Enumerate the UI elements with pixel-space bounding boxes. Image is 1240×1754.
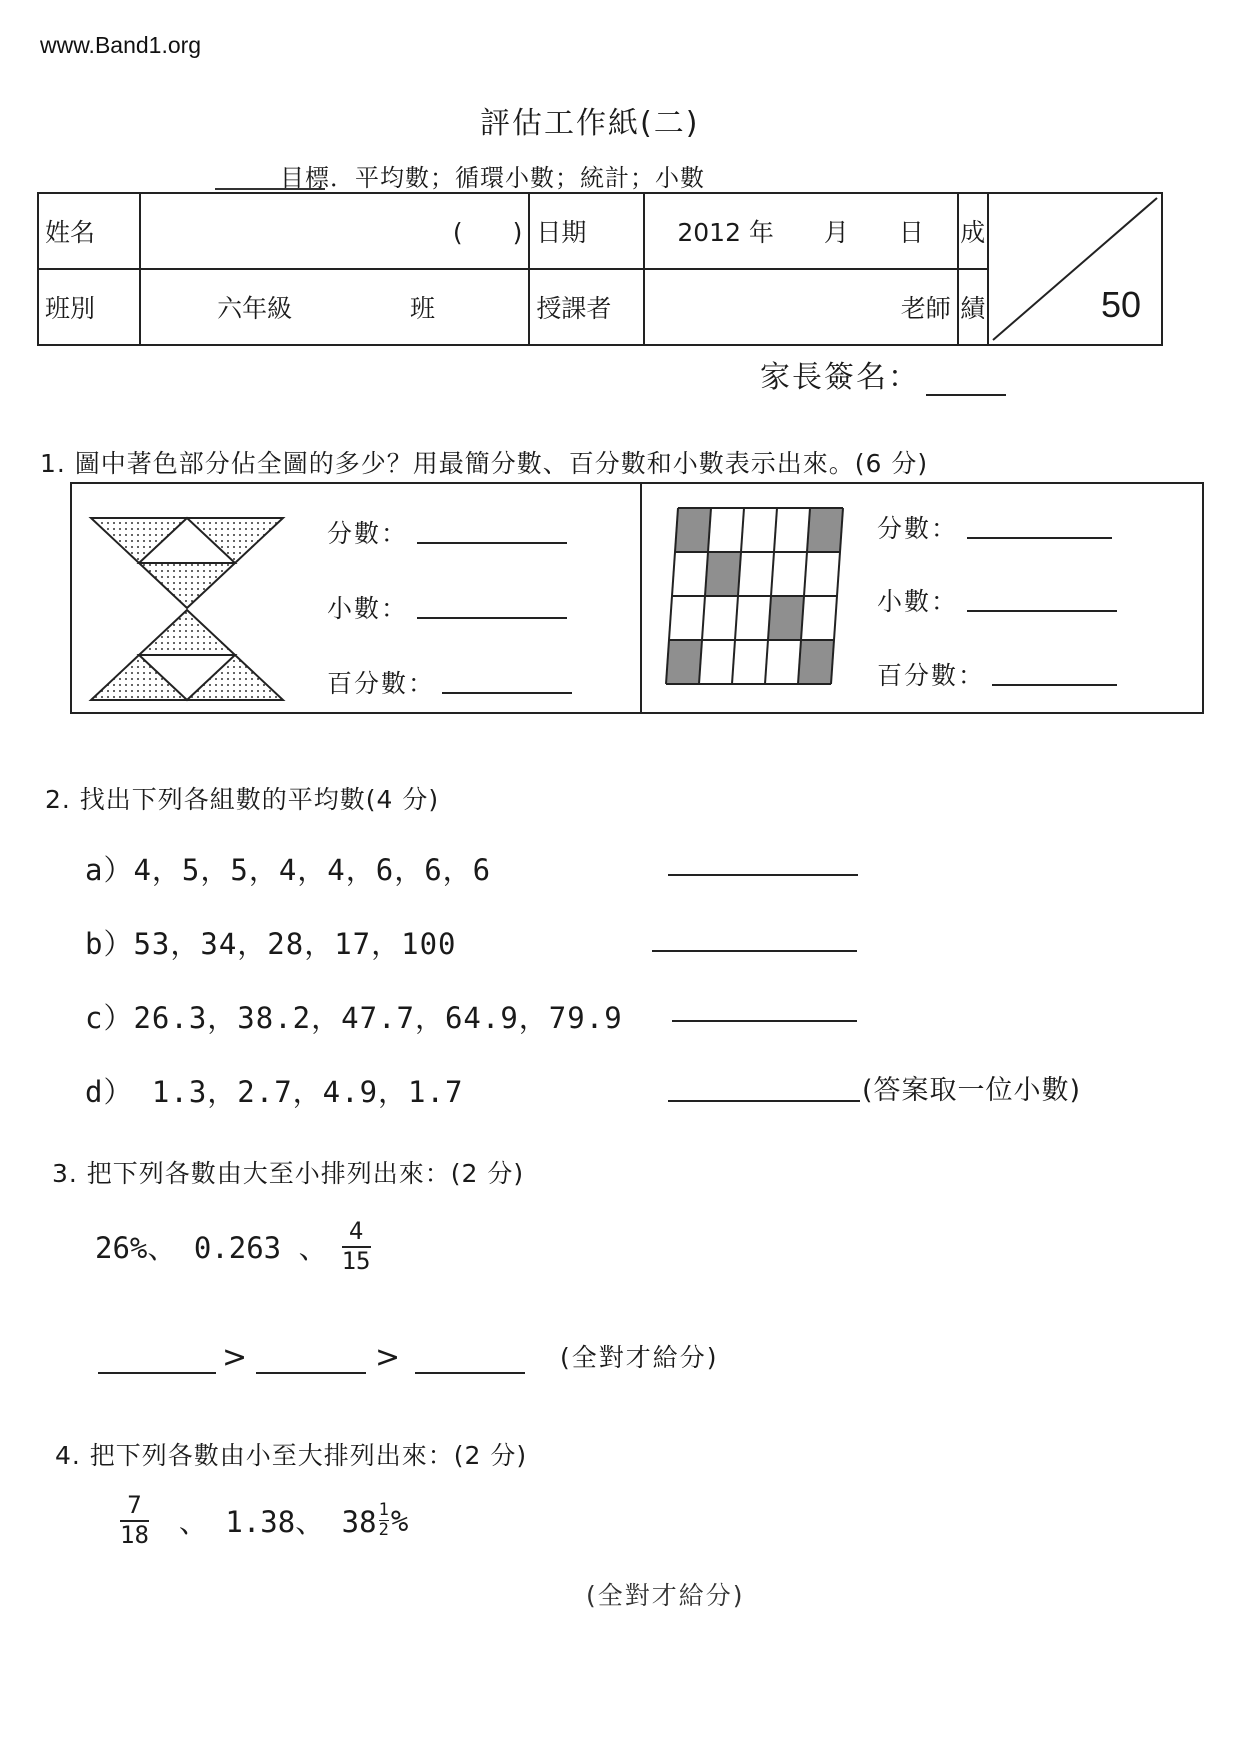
q2-answer-a[interactable] [668,874,858,876]
figure-b-decimal-answer[interactable] [967,610,1117,612]
date-value: 2012 年 月 日 [644,193,958,269]
figure-a-fraction-answer[interactable] [417,542,567,544]
figure-b-percent-label: 百分數： [877,661,986,690]
figure-b-fraction-label: 分數： [877,514,959,543]
parent-signature-row [760,352,1006,396]
q4-mixed-denominator: 2 [378,1520,389,1541]
q2-answer-d[interactable] [668,1100,860,1102]
q2-item-c: c）26.3，38.2，47.7，64.9，79.9 [85,1001,623,1035]
figure-b-percent-answer[interactable] [992,684,1117,686]
class-label: 班別 [38,269,140,345]
q4-mixed-numerator: 1 [378,1500,389,1521]
hourglass-figure [87,514,287,704]
teacher-label: 授課者 [529,269,643,345]
figure-a-decimal-label: 小數： [327,594,409,623]
q3-value-list: 26%、 0.263 、 [95,1231,328,1266]
date-label: 日期 [529,193,643,269]
q2-item-b: b）53，34，28，17，100 [85,927,457,961]
site-watermark: www.Band1.org [40,32,202,58]
q3-gt-2: > [375,1340,401,1375]
figure-a-decimal-answer[interactable] [417,617,567,619]
q2-item-a: a）4，5，5，4，4，6，6，6 [85,853,492,887]
figure-b-decimal-label: 小數： [877,587,959,616]
q2-item-d: d） 1.3，2.7，4.9，1.7 [85,1075,464,1109]
teacher-field[interactable] [644,269,958,345]
q3-gt-1: > [222,1340,248,1375]
parallelogram-grid-figure [662,504,872,694]
score-label-top: 成 [958,193,988,269]
question-1-divider [640,484,642,712]
q3-values [95,1218,371,1275]
q2-answer-b[interactable] [652,950,857,952]
question-1-box [70,482,1204,714]
class-suffix: 班 [410,294,436,323]
q3-fraction-denominator: 15 [341,1246,371,1275]
student-info-table [37,192,1163,346]
q3-answer-2[interactable] [256,1372,366,1374]
q4-mixed-fraction [379,1501,389,1539]
teacher-suffix: 老師 [900,294,951,323]
q4-fraction-denominator: 18 [120,1520,149,1549]
worksheet-objectives: 目標．平均數；循環小數；統計；小數 [280,164,705,192]
q3-answer-1[interactable] [98,1372,216,1374]
class-field[interactable] [140,269,529,345]
q2-rounding-note: (答案取一位小數) [862,1075,1082,1106]
question-2-text: 2. 找出下列各組數的平均數(4 分) [45,785,440,814]
figure-a-percent-answer[interactable] [442,692,572,694]
parent-signature-field[interactable] [926,366,1006,396]
shaded-cell [768,596,804,640]
q3-fraction-numerator: 4 [348,1217,364,1245]
name-field[interactable] [140,193,529,269]
q4-values [120,1492,408,1549]
shaded-cell [705,552,741,596]
grade-text: 六年級 [217,294,293,323]
score-box [988,193,1162,345]
parent-signature-label: 家長簽名： [760,360,920,395]
q4-percent-sign: % [390,1503,409,1538]
score-label-bottom: 績 [958,269,988,345]
q4-fraction [120,1492,149,1549]
question-1-text: 1. 圖中著色部分佔全圖的多少？用最簡分數、百分數和小數表示出來。(6 分) [40,449,929,478]
figure-a-fraction-label: 分數： [327,519,409,548]
q3-answer-3[interactable] [415,1372,525,1374]
name-label: 姓名 [38,193,140,269]
shaded-cell [675,508,711,552]
shaded-cell [798,640,834,684]
full-score: 50 [1100,284,1141,325]
q4-full-marks-note: (全對才給分) [586,1581,745,1610]
worksheet-title: 評估工作紙(二) [480,106,700,141]
figure-b-fraction-answer[interactable] [967,537,1112,539]
question-3-text: 3. 把下列各數由大至小排列出來：(2 分) [52,1159,525,1188]
q3-fraction [342,1218,371,1275]
q3-full-marks-note: (全對才給分) [560,1343,719,1372]
shaded-cell [807,508,843,552]
q4-value-list: 、 1.38、 38 [178,1505,377,1540]
figure-a-percent-label: 百分數： [327,669,436,698]
q2-answer-c[interactable] [672,1020,857,1022]
class-number-paren: ( ) [452,218,523,247]
question-4-text: 4. 把下列各數由小至大排列出來：(2 分) [55,1441,528,1470]
shaded-cell [666,640,702,684]
q4-fraction-numerator: 7 [127,1491,142,1519]
